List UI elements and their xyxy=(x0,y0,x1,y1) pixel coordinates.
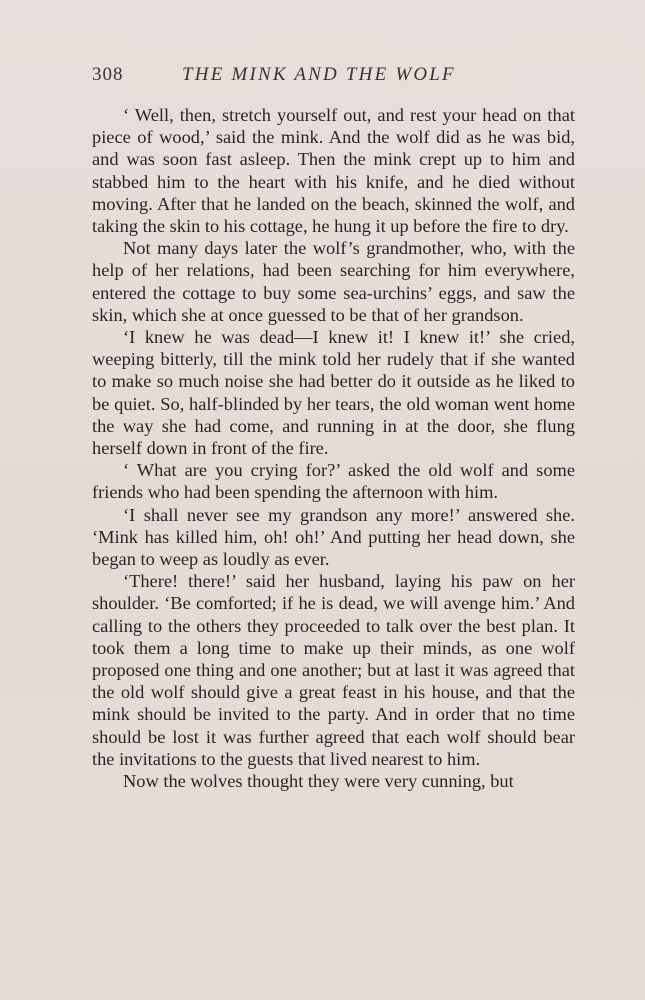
page-header xyxy=(92,64,585,88)
paragraph: ‘I shall never see my grandson any more!’ answered she. ‘Mink has killed him, oh! oh!’ And putting her head down, she began to weep as loudly as ever. xyxy=(92,504,575,570)
paragraph: ‘ Well, then, stretch yourself out, and rest your head on that piece of wood,’ said the mink. And the wolf did as he was bid, and was soon fast asleep. Then the mink crept up to him and stabbed him to the heart with his knife, and he died without moving. After that he landed on the beach, skinned the wolf, and taking the skin to his cottage, he hung it up before the fire to dry. xyxy=(92,105,575,237)
running-title: THE MINK AND THE WOLF xyxy=(182,64,456,85)
paragraph: Not many days later the wolf’s grandmother, who, with the help of her relations, had been searching for him everywhere, entered the cottage to buy some sea-urchins’ eggs, and saw the skin, which she at once guessed to be that of her grandson. xyxy=(92,238,575,325)
paragraph: ‘There! there!’ said her husband, laying his paw on her shoulder. ‘Be comforted; if he is dead, we will avenge him.’ And calling to the others they proceeded to talk over the best plan. It took them a long time to make up their minds, as one wolf proposed one thing and one another; but at last it was agreed that the old wolf should give a great feast in his house, and that the mink should be invited to the party. And in order that no time should be lost it was further agreed that each wolf should bear the invitations to the guests that lived nearest to him. xyxy=(92,571,575,769)
paragraph: Now the wolves thought they were very cunning, but xyxy=(123,771,514,792)
paragraph: ‘I knew he was dead—I knew it! I knew it!’ she cried, weeping bitterly, till the mink told her rudely that if she wanted to make so much noise she had better do it outside as he liked to be quiet. So, half-blinded by her tears, the old woman went home the way she had come, and running in at the door, she flung herself down in front of the fire. xyxy=(92,327,575,459)
paragraph: ‘ What are you crying for?’ asked the old wolf and some friends who had been spending the afternoon with him. xyxy=(92,460,575,503)
page-number: 308 xyxy=(92,64,124,85)
body-text xyxy=(92,104,575,792)
